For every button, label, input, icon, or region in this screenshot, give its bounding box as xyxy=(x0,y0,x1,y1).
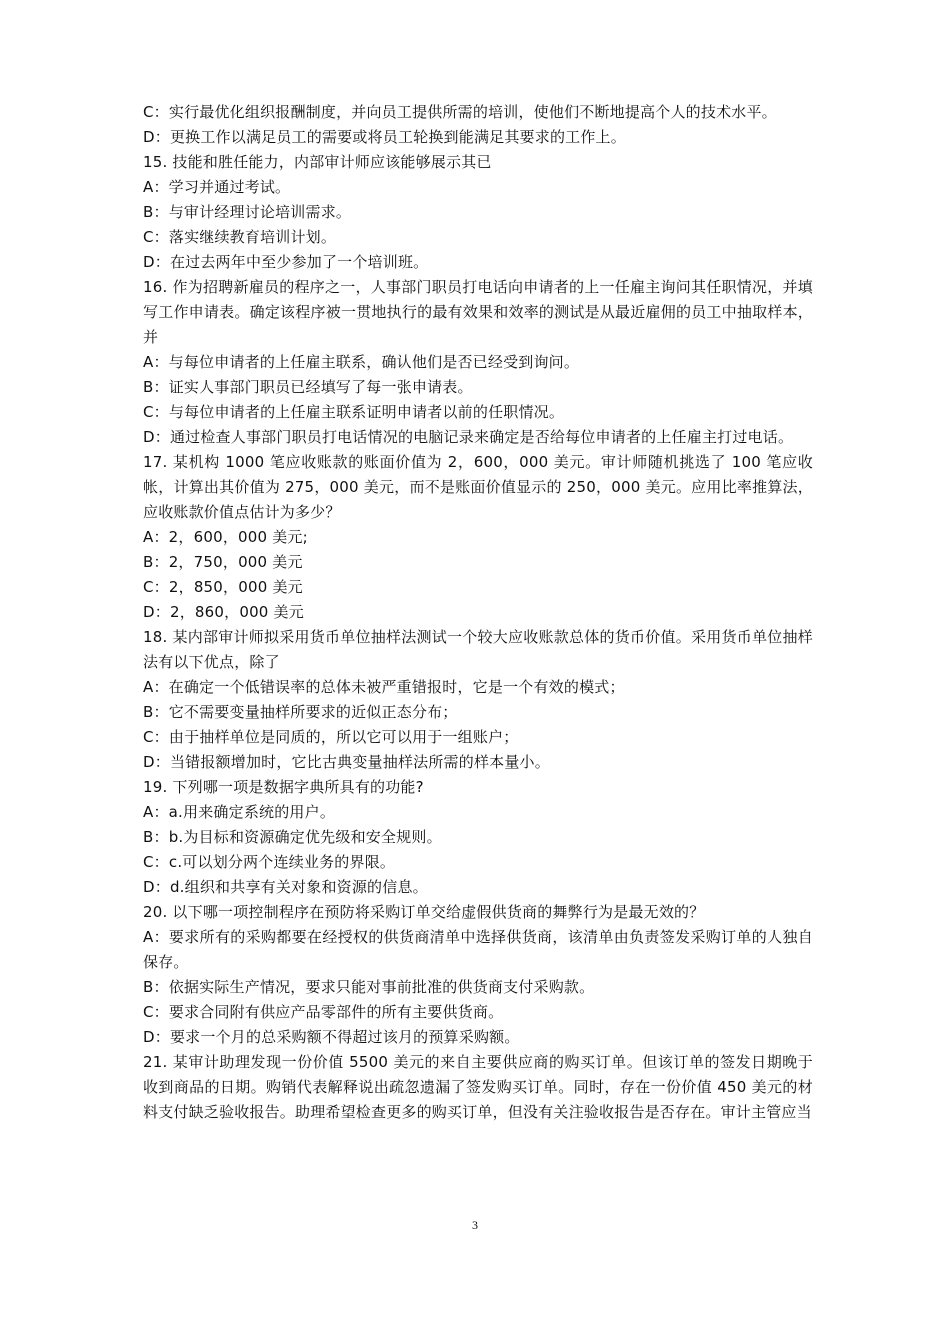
text-line: 15. 技能和胜任能力，内部审计师应该能够展示其已 xyxy=(143,153,492,171)
text-line: B：2，750，000 美元 xyxy=(143,553,303,571)
text-line: A：要求所有的采购都要在经授权的供货商清单中选择供货商，该清单由负责签发采购订单的人独自保存。 xyxy=(143,928,813,971)
text-line: 21. 某审计助理发现一份价值 5500 美元的来自主要供应商的购买订单。但该订单的签发日期晚于收到商品的日期。购销代表解释说出疏忽遗漏了签发购买订单。同时，存在一份价值 450 美元的材料支付缺乏验收报告。助理希望检查更多的购买订单，但没有关注验收报告是否存在。审计主管应当 xyxy=(143,1053,813,1121)
page-number: 3 xyxy=(472,1218,478,1232)
text-line: D：要求一个月的总采购额不得超过该月的预算采购额。 xyxy=(143,1028,520,1046)
text-line: A：2，600，000 美元; xyxy=(143,528,308,546)
text-line: D：当错报额增加时，它比古典变量抽样法所需的样本量小。 xyxy=(143,753,550,771)
text-line: D：在过去两年中至少参加了一个培训班。 xyxy=(143,253,429,271)
text-line: 20. 以下哪一项控制程序在预防将采购订单交给虚假供货商的舞弊行为是最无效的？ xyxy=(143,903,705,921)
text-line: 19. 下列哪一项是数据字典所具有的功能? xyxy=(143,778,424,796)
text-line: C：实行最优化组织报酬制度，并向员工提供所需的培训，使他们不断地提高个人的技术水平。 xyxy=(143,103,777,121)
text-line: B：依据实际生产情况，要求只能对事前批准的供货商支付采购款。 xyxy=(143,978,595,996)
text-line: 16. 作为招聘新雇员的程序之一，人事部门职员打电话向申请者的上一任雇主询问其任职情况，并填写工作申请表。确定该程序被一贯地执行的最有效果和效率的测试是从最近雇佣的员工中抽取样本，并 xyxy=(143,278,813,346)
text-line: A：在确定一个低错误率的总体未被严重错报时，它是一个有效的模式； xyxy=(143,678,625,696)
text-line: B：b.为目标和资源确定优先级和安全规则。 xyxy=(143,828,442,846)
text-line: A：a.用来确定系统的用户。 xyxy=(143,803,336,821)
text-line: D：通过检查人事部门职员打电话情况的电脑记录来确定是否给每位申请者的上任雇主打过电话。 xyxy=(143,428,794,446)
text-line: 17. 某机构 1000 笔应收账款的账面价值为 2，600，000 美元。审计师随机挑选了 100 笔应收帐，计算出其价值为 275，000 美元，而不是账面价值显示的 250，000 美元。应用比率推算法，应收账款价值点估计为多少？ xyxy=(143,453,813,521)
text-line: C：落实继续教育培训计划。 xyxy=(143,228,337,246)
document-body xyxy=(143,100,813,1125)
text-line: D：2，860，000 美元 xyxy=(143,603,304,621)
text-line: C：与每位申请者的上任雇主联系证明申请者以前的任职情况。 xyxy=(143,403,565,421)
text-line: D：d.组织和共享有关对象和资源的信息。 xyxy=(143,878,428,896)
text-line: 18. 某内部审计师拟采用货币单位抽样法测试一个较大应收账款总体的货币价值。采用货币单位抽样法有以下优点，除了 xyxy=(143,628,813,671)
text-line: C：c.可以划分两个连续业务的界限。 xyxy=(143,853,396,871)
text-line: B：与审计经理讨论培训需求。 xyxy=(143,203,352,221)
text-line: C：要求合同附有供应产品零部件的所有主要供货商。 xyxy=(143,1003,504,1021)
text-line: B：它不需要变量抽样所要求的近似正态分布； xyxy=(143,703,458,721)
text-line: C：2，850，000 美元 xyxy=(143,578,303,596)
text-line: A：与每位申请者的上任雇主联系，确认他们是否已经受到询问。 xyxy=(143,353,580,371)
text-line: B：证实人事部门职员已经填写了每一张申请表。 xyxy=(143,378,473,396)
text-line: C：由于抽样单位是同质的，所以它可以用于一组账户； xyxy=(143,728,519,746)
text-line: D：更换工作以满足员工的需要或将员工轮换到能满足其要求的工作上。 xyxy=(143,128,626,146)
text-line: A：学习并通过考试。 xyxy=(143,178,291,196)
